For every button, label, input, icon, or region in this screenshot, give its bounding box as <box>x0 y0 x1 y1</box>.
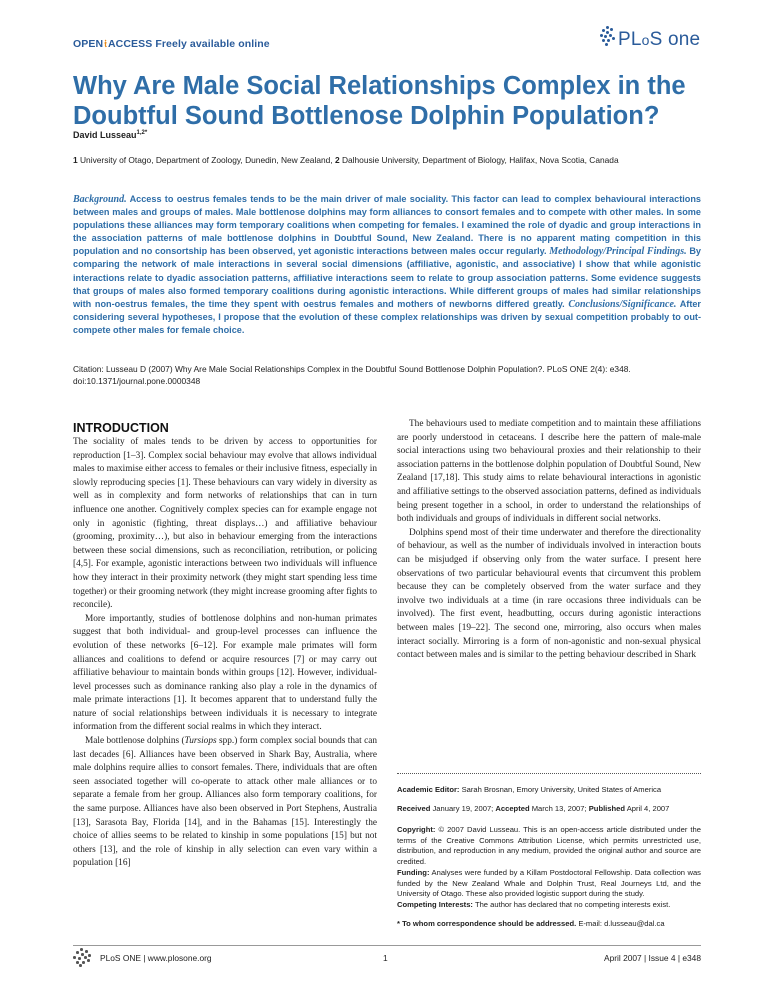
lock-icon: 𝔦 <box>104 38 107 50</box>
correspondence: * To whom correspondence should be addressed. E-mail: d.lusseau@dal.ca <box>397 919 665 928</box>
freely-available-label: Freely available online <box>155 38 270 50</box>
open-label: OPEN <box>73 38 104 50</box>
meta-divider <box>397 773 701 774</box>
intro-paragraph-4: The behaviours used to mediate competition and to maintain these affiliations are poorly understood in cetaceans. I describe here the pattern of male-male social interactions using two behavioural proxies and their relationship to their association patterns in the bottlenose dolphin population of Doubtful Sound, New Zealand [17,18]. This study aims to relate behavioural interactions in agonistic and affiliative settings to the observed association patterns, defined as individuals being present together in a school, in order to understand the relationships of both individuals and groups of individuals in different social networks. <box>397 419 701 525</box>
intro-paragraph-5: Dolphins spend most of their time underwater and therefore the directionality of behaviour, as well as the number of individuals involved in interaction bouts can be misjudged if observing only from the water surface. I present here observations of two particular behavioural events that circumvent this problem because they can be completely observed from the water surface and they involve two individuals at a time (in rare occasions three individuals can be involved). The first event, headbutting, occurs during agonistic interactions between males [19–22]. The second one, mirroring, also occurs when males interact socially. Mirroring is a form of non-agonistic and non-sexual physical contact between males and is similar to the petting behaviour described in Shark <box>397 527 701 661</box>
dates: Received January 19, 2007; Accepted March 13, 2007; Published April 4, 2007 <box>397 804 670 813</box>
intro-paragraph-3: Male bottlenose dolphins (Tursiops spp.) form complex social bounds that can last decades [6]. Alliances have been observed in Shark Bay, Australia, where male dolphins require allies to consort females. There, individuals that are often seen associated together will co-operate to attack other male alliances or to separate a female from her group. Alliances also form temporary coalitions, for the same purpose. Alliances have also been observed in Port Stephens, Australia [13], Sarasota Bay, Florida [14], and in the Bahamas [15]. Interestingly the choice of allies seems to be related to kinship in some populations [15] but not others [13], and the role of kinship in ally selection can even vary within a population [16] <box>73 736 377 869</box>
intro-paragraph-2: More importantly, studies of bottlenose dolphins and non-human primates suggest that both individual- and group-level processes can influence the evolution of these networks [6–12]. For example male primates will form alliances and coalitions to defend or acquire resources [7] or may carry out affiliative behaviour to maintain bonds within groups [12]. However, individual-level processes such as dominance ranking also play a role in the dynamics of male primate interactions [1]. It becomes apparent that to understand fully the nature of social relationships between individuals it is necessary to integrate information from the different social realms in which they interact. <box>73 613 377 733</box>
author-line <box>73 130 147 140</box>
logo-wordmark: PLoS one <box>618 29 701 50</box>
plos-one-logo <box>600 26 704 52</box>
article-title: Why Are Male Social Relationships Complex in the Doubtful Sound Bottlenose Dolphin Population? <box>73 72 686 130</box>
footer-issue: April 2007 | Issue 4 | e348 <box>603 953 701 963</box>
funding: Funding: Analyses were funded by a Killam Postdoctoral Fellowship. Data collection was funded by the New Zealand Whale and Dolphin Trust, Real Journeys Ltd, and the University of Otago. These also provided logistic support during the study. <box>397 868 701 899</box>
competing-interests: Competing Interests: The author has declared that no competing interests exist. <box>397 900 671 909</box>
page-number: 1 <box>383 953 388 963</box>
left-column <box>73 418 377 871</box>
background-label: Background. <box>73 194 127 205</box>
background-text: Access to oestrus females tends to be the main driver of male sociality. This factor can lead to complex behavioural interactions between males and groups of males. Male bottlenose dolphins may form alliances to consort females and to compete with other males. In some populations these alliances may form temporary coalitions when competing for females. I examined the role of dyadic and group interactions in the association patterns of male bottlenose dolphins in Doubtful Sound, New Zealand. There is no apparent mating competition in this population and no consortship has been observed, yet agonistic interactions between males occur regularly. <box>73 194 701 257</box>
copyright: Copyright: © 2007 David Lusseau. This is an open-access article distributed under the terms of the Creative Commons Attribution License, which permits unrestricted use, distribution, and reproduction in any medium, provided the original author and source are credited. <box>397 825 701 866</box>
footer-logo-icon <box>73 948 93 966</box>
doi-link[interactable]: doi:10.1371/journal.pone.0000348 <box>73 376 201 386</box>
methods-text: By comparing the network of male interactions in several social dimensions (affiliative, agonistic, and associative) I show that while agonistic interactions relate to dyadic association patterns, affiliative interactions seem to relate to group association patterns. Some evidence suggests that groups of males also formed temporary coalitions during agonistic interactions. While different groups of males had similar relationships with non-oestrus females, the time they spent with oestrus females and mothers of newborns differed greatly. <box>73 246 701 309</box>
open-access-banner <box>73 38 270 51</box>
intro-paragraph-1: The sociality of males tends to be driven by access to opportunities for reproduction [1–3]. Complex social behaviour may evolve that allows individual males to maximise either access to females or their inclusive fitness, especially in slowly reproducing species [1]. These behaviours can vary widely in diversity as well as in complexity and form networks of relationships that can in turn influence one another. Cognitively complex species can for example engage not only in agonistic (fighting, threat displays…) and affiliative behaviour (grooming, proximity…), but also in behaviour emerging from the interactions between these social dimensions, such as reconciliation, retribution, or policing [4,5]. For example, agonistic interactions between two individuals will influence how they interact in their proximity network (they might start spending less time together) or their grooming network (they might increase grooming after fights to reconcile). <box>73 437 377 611</box>
right-column <box>397 418 701 663</box>
affiliations: 1 University of Otago, Department of Zoology, Dunedin, New Zealand, 2 Dalhousie University, Department of Biology, Halifax, Nova Scotia, Canada <box>73 155 619 165</box>
section-heading-introduction: INTRODUCTION <box>73 421 169 435</box>
academic-editor: Academic Editor: Sarah Brosnan, Emory University, United States of America <box>397 785 662 794</box>
abstract <box>73 193 701 337</box>
footer-journal: PLoS ONE | www.plosone.org <box>100 953 212 963</box>
conclusions-text: After considering several hypotheses, I propose that the evolution of these complex relationships was driven by sexual competition probably to out-compete other males for female choice. <box>73 298 701 335</box>
author-name: David Lusseau <box>73 130 137 140</box>
author-superscript: 1,2* <box>136 130 148 136</box>
methods-label: Methodology/Principal Findings. <box>549 246 687 258</box>
access-label: ACCESS <box>107 38 153 50</box>
citation: Citation: Lusseau D (2007) Why Are Male Social Relationships Complex in the Doubtful Sound Bottlenose Dolphin Population?. PLoS ONE 2(4): e348. doi:10.1371/journal.pone.0000348 <box>73 363 701 387</box>
footer-rule <box>73 945 701 946</box>
email-link[interactable]: E-mail: d.lusseau@dal.ca <box>578 919 665 928</box>
conclusions-label: Conclusions/Significance. <box>568 298 677 310</box>
logo-dots-icon <box>600 26 616 46</box>
